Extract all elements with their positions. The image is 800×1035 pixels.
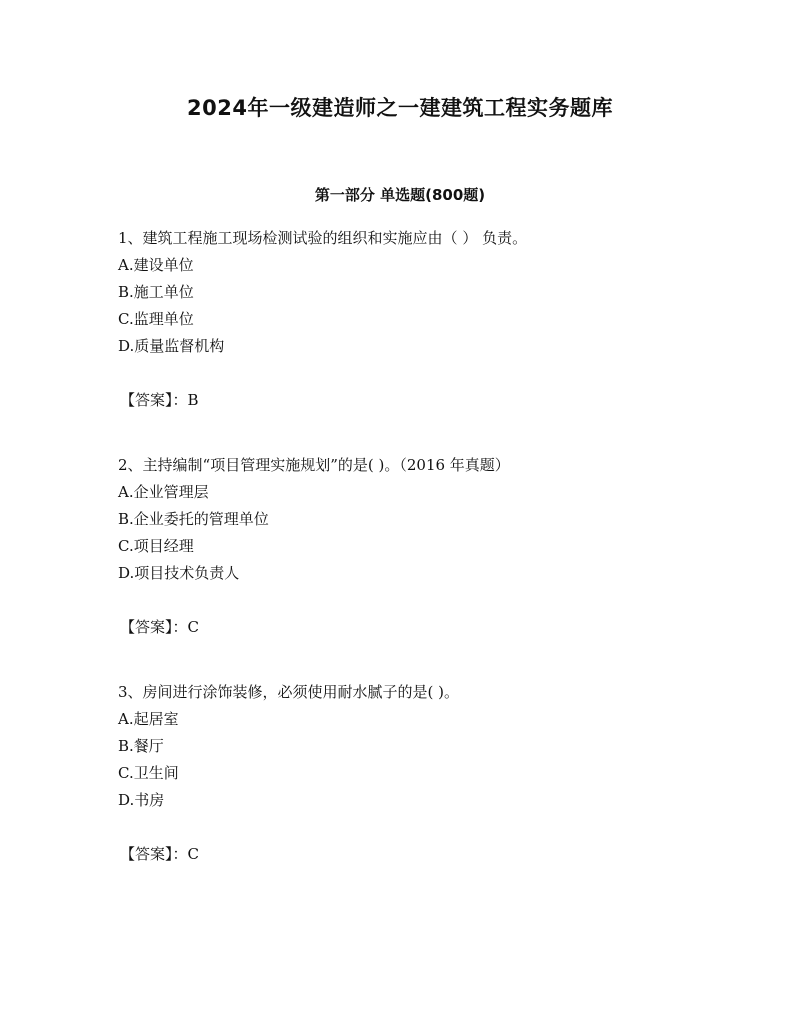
answer-value: B bbox=[187, 391, 199, 409]
answer-value: C bbox=[187, 618, 199, 636]
answer-value: C bbox=[187, 845, 199, 863]
question-stem: 2、主持编制“项目管理实施规划”的是( )。（2016 年真题） bbox=[118, 456, 510, 474]
option-c: C.项目经理 bbox=[118, 537, 194, 555]
document-title: 2024年一级建造师之一建建筑工程实务题库 bbox=[187, 96, 613, 120]
option-b: B.施工单位 bbox=[118, 283, 194, 301]
answer-line bbox=[120, 614, 758, 641]
question-stem: 3、房间进行涂饰装修，必须使用耐水腻子的是( )。 bbox=[118, 683, 460, 701]
option-c: C.卫生间 bbox=[118, 764, 179, 782]
option-a: A.企业管理层 bbox=[118, 483, 209, 501]
answer-label: 【答案】： bbox=[120, 845, 188, 863]
question-block bbox=[118, 452, 758, 679]
answer-label: 【答案】： bbox=[120, 618, 188, 636]
question-list bbox=[118, 225, 758, 868]
option-a: A.建设单位 bbox=[118, 256, 194, 274]
section-title: 第一部分 单选题(800题) bbox=[314, 186, 486, 204]
option-b: B.餐厅 bbox=[118, 737, 164, 755]
answer-label: 【答案】： bbox=[120, 391, 188, 409]
option-a: A.起居室 bbox=[118, 710, 179, 728]
option-b: B.企业委托的管理单位 bbox=[118, 510, 269, 528]
answer-line bbox=[120, 841, 758, 868]
question-block bbox=[118, 679, 758, 868]
question-stem: 1、建筑工程施工现场检测试验的组织和实施应由（ ） 负责。 bbox=[118, 229, 528, 247]
option-d: D.书房 bbox=[118, 791, 165, 809]
option-d: D.质量监督机构 bbox=[118, 337, 225, 355]
option-c: C.监理单位 bbox=[118, 310, 194, 328]
question-block bbox=[118, 225, 758, 452]
answer-line bbox=[120, 387, 758, 414]
option-d: D.项目技术负责人 bbox=[118, 564, 240, 582]
